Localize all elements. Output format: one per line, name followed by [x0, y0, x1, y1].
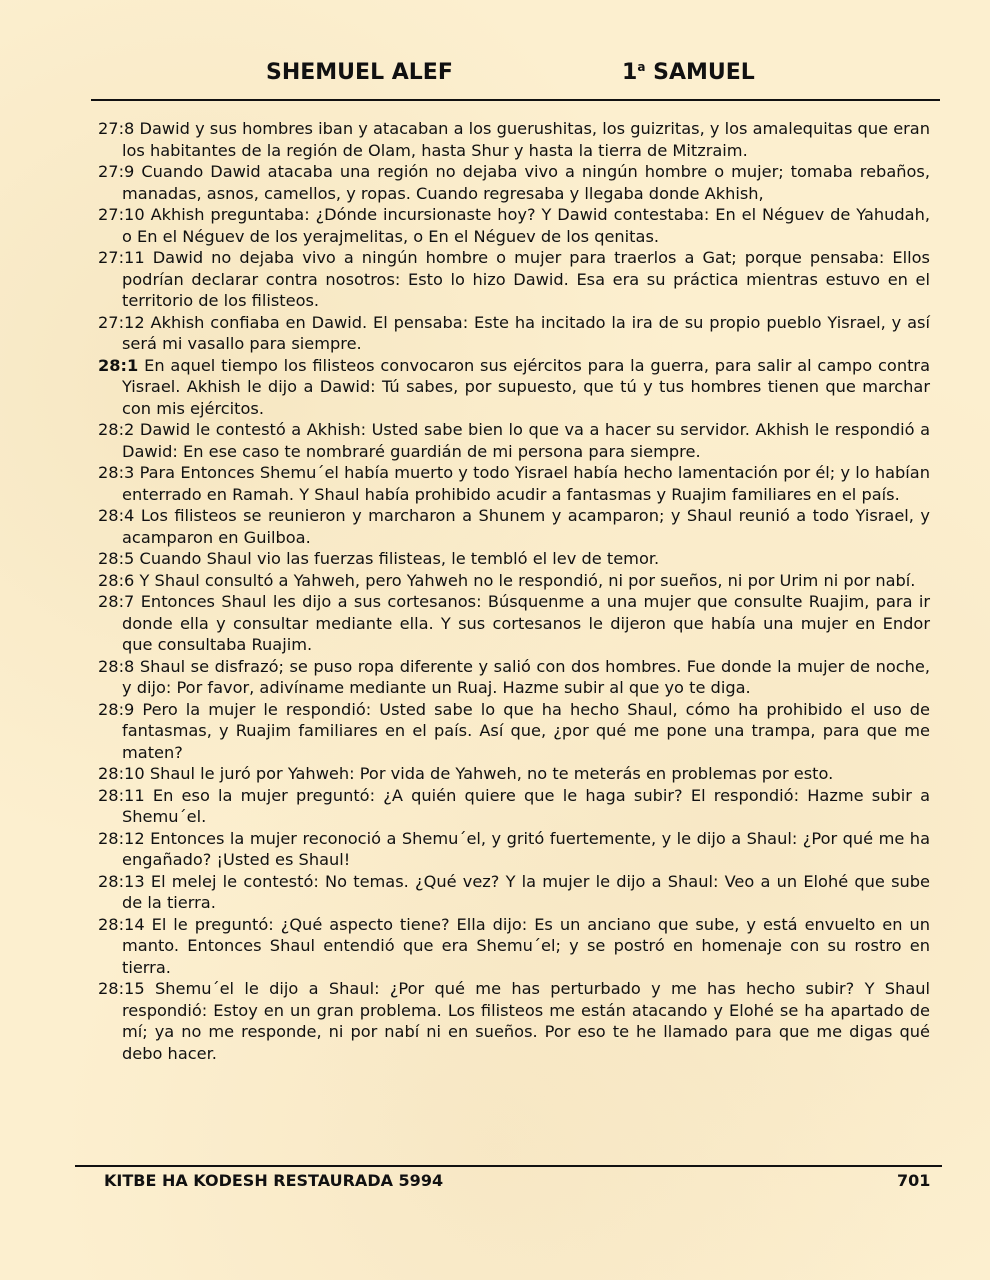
- verse-reference: 28:8: [98, 656, 135, 676]
- verse-reference: 27:8: [98, 119, 135, 138]
- verse-text: Los filisteos se reunieron y marcharon a Shunem y acamparon; y Shaul reunió a todo Yisrael, y acamparon en Guilboa.: [122, 506, 930, 547]
- verse-text: Dawid no dejaba vivo a ningún hombre o mujer para traerlos a Gat; porque pensaba: Ellos podrían declarar contra nosotros: Esto lo hizo Dawid. Esa era su práctica mientras estuvo en el territorio de los filisteos.: [122, 248, 930, 310]
- verse: [98, 462, 930, 505]
- verse: [98, 871, 930, 914]
- verse-reference: 28:3: [98, 463, 135, 482]
- verse: [98, 656, 930, 699]
- verse-reference: 28:4: [98, 506, 135, 525]
- verse-text: En eso la mujer preguntó: ¿A quién quiere que le haga subir? El respondió: Hazme subir a Shemu´el.: [122, 785, 930, 826]
- verse-reference: 28:13: [98, 871, 145, 891]
- verse-text: Entonces Shaul les dijo a sus cortesanos: Búsquenme a una mujer que consulte Ruajim, para ir donde ella y consultar mediante ella. Y sus cortesanos le dijeron que había una mujer en Endor que consultaba Ruajim.: [122, 592, 930, 654]
- verse-reference: 28:14: [98, 914, 145, 934]
- verse-text: Shaul se disfrazó; se puso ropa diferente y salió con dos hombres. Fue donde la mujer de noche, y dijo: Por favor, adivíname mediante un Ruaj. Hazme subir al que yo te diga.: [122, 656, 930, 697]
- verse-reference: 28:5: [98, 549, 135, 568]
- footer-divider: [75, 1165, 942, 1167]
- verse: [98, 419, 930, 462]
- verse-reference: 28:15: [98, 979, 145, 998]
- verse: [98, 828, 930, 871]
- header-ordinal-suffix: a: [637, 60, 646, 74]
- verse-reference: 27:12: [98, 312, 145, 332]
- page-number: 701: [897, 1171, 931, 1190]
- verse-reference: 27:9: [98, 162, 135, 181]
- verse: [98, 785, 930, 828]
- header-book-name: SAMUEL: [653, 60, 755, 85]
- verse-text: Akhish preguntaba: ¿Dónde incursionaste hoy? Y Dawid contestaba: En el Néguev de Yahudah, o En el Néguev de los yerajmelitas, o En el Néguev de los qenitas.: [122, 205, 930, 246]
- verse-text: Entonces la mujer reconoció a Shemu´el, y gritó fuertemente, y le dijo a Shaul: ¿Por qué me ha engañado? ¡Usted es Shaul!: [122, 828, 930, 869]
- verse-text: Dawid le contestó a Akhish: Usted sabe bien lo que va a hacer su servidor. Akhish le respondió a Dawid: En ese caso te nombraré guardián de mi persona para siempre.: [122, 420, 930, 461]
- verse: [98, 505, 930, 548]
- verse: [98, 548, 930, 570]
- verse-text: Akhish confiaba en Dawid. El pensaba: Este ha incitado la ira de su propio pueblo Yisrael, y así será mi vasallo para siempre.: [122, 312, 930, 353]
- verse-text: Pero la mujer le respondió: Usted sabe lo que ha hecho Shaul, cómo ha prohibido el uso de fantasmas, y Ruajim familiares en el país. Así que, ¿por qué me pone una trampa, para que me maten?: [122, 699, 930, 762]
- verse-reference: 28:10: [98, 764, 145, 783]
- scripture-text: [98, 118, 930, 1064]
- verse-reference: 28:6: [98, 570, 135, 590]
- verse-reference: 28:7: [98, 592, 135, 611]
- header-spanish-title: [622, 60, 755, 85]
- verse-reference: 28:12: [98, 828, 145, 848]
- verse: [98, 914, 930, 979]
- verse-reference: 28:9: [98, 699, 135, 719]
- verse-reference: 28:11: [98, 785, 145, 805]
- verse-text: En aquel tiempo los filisteos convocaron sus ejércitos para la guerra, para salir al campo contra Yisrael. Akhish le dijo a Dawid: Tú sabes, por supuesto, que tú y tus hombres tienen que marchar con mis ejércitos.: [122, 355, 930, 418]
- verse-text: Shaul le juró por Yahweh: Por vida de Yahweh, no te meterás en problemas por esto.: [149, 764, 834, 783]
- verse: [98, 978, 930, 1064]
- verse: [98, 699, 930, 764]
- header-divider: [91, 99, 940, 101]
- page-header: [0, 58, 990, 94]
- verse-text: Shemu´el le dijo a Shaul: ¿Por qué me has perturbado y me has hecho subir? Y Shaul respondió: Estoy en un gran problema. Los filisteos me están atacando y Elohé se ha apartado de mí; ya no me responde, ni por nabí ni en sueños. Por eso te he llamado para que me digas qué debo hacer.: [122, 979, 930, 1063]
- verse: [98, 118, 930, 161]
- verse: [98, 355, 930, 420]
- header-book-number: 1: [622, 60, 638, 85]
- verse-text: Cuando Shaul vio las fuerzas filisteas, le tembló el lev de temor.: [139, 549, 660, 568]
- verse-reference: 28:1: [98, 355, 139, 375]
- verse: [98, 763, 930, 785]
- verse: [98, 161, 930, 204]
- verse: [98, 204, 930, 247]
- verse-text: Y Shaul consultó a Yahweh, pero Yahweh no le respondió, ni por sueños, ni por Urim ni por nabí.: [139, 570, 916, 590]
- verse-reference: 27:10: [98, 205, 145, 224]
- verse-reference: 27:11: [98, 248, 145, 267]
- verse: [98, 312, 930, 355]
- verse-text: Dawid y sus hombres iban y atacaban a los guerushitas, los guizritas, y los amalequitas que eran los habitantes de la región de Olam, hasta Shur y hasta la tierra de Mitzraim.: [122, 119, 930, 160]
- verse-text: Para Entonces Shemu´el había muerto y todo Yisrael había hecho lamentación por él; y lo habían enterrado en Ramah. Y Shaul había prohibido acudir a fantasmas y Ruajim familiares en el país.: [122, 463, 930, 504]
- footer-edition-title: KITBE HA KODESH RESTAURADA 5994: [104, 1171, 444, 1190]
- verse: [98, 247, 930, 312]
- verse-text: Cuando Dawid atacaba una región no dejaba vivo a ningún hombre o mujer; tomaba rebaños, manadas, asnos, camellos, y ropas. Cuando regresaba y llegaba donde Akhish,: [122, 162, 930, 203]
- verse: [98, 570, 930, 592]
- verse-text: El melej le contestó: No temas. ¿Qué vez? Y la mujer le dijo a Shaul: Veo a un Elohé que sube de la tierra.: [122, 871, 930, 912]
- verse-reference: 28:2: [98, 420, 135, 439]
- verse-text: El le preguntó: ¿Qué aspecto tiene? Ella dijo: Es un anciano que sube, y está envuelto en un manto. Entonces Shaul entendió que era Shemu´el; y se postró en homenaje con su rostro en tierra.: [122, 914, 930, 977]
- header-book-title: SHEMUEL ALEF: [266, 60, 453, 85]
- verse: [98, 591, 930, 656]
